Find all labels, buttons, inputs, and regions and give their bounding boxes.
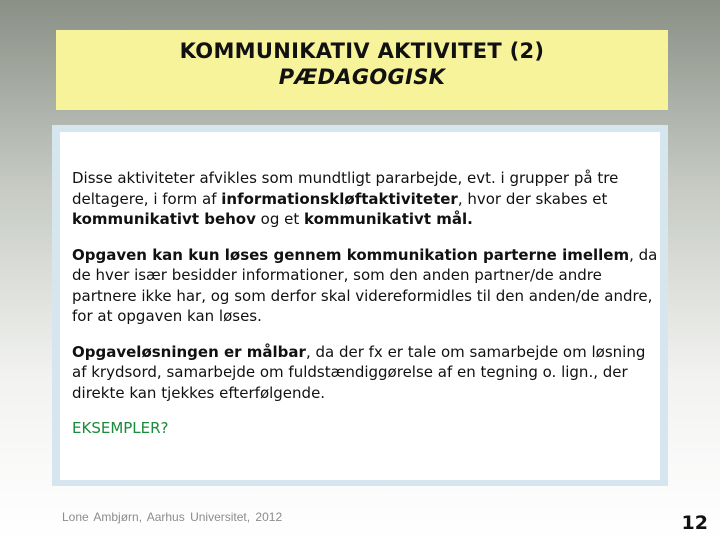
content-paragraphs: [72, 168, 662, 454]
paragraph-2: [72, 245, 662, 327]
p1-text-c: , hvor der skabes et: [457, 189, 608, 208]
footer-credit: Lone Ambjørn, Aarhus Universitet, 2012: [62, 510, 283, 524]
content-box: [60, 132, 660, 480]
p1-text-e: og et: [255, 210, 305, 228]
p1-text-a: Disse aktiviteter afvikles som mundtligt pararbejde, evt. i grupper på tre deltagere, i form af: [72, 169, 619, 208]
paragraph-1: [72, 168, 662, 230]
p2-text-b: , da de hver især besidder informationer, som den anden partner/de andre partnere ikke har, og som derfor skal videreformidles til den anden/de andre, for at opgaven kan løses.: [72, 245, 658, 325]
p1-bold-b: informationskløftaktiviteter: [221, 189, 458, 208]
paragraph-3: [72, 342, 662, 404]
p1-bold-d: kommunikativt behov: [72, 210, 256, 228]
p2-bold-a: Opgaven kan kun løses gennem kommunikation parterne imellem: [72, 245, 630, 264]
p3-bold-a: Opgaveløsningen er målbar: [72, 342, 306, 361]
page-number: 12: [681, 512, 708, 534]
slide-title-box: [56, 30, 668, 110]
p1-bold-f: kommunikativt mål.: [304, 210, 473, 228]
content-frame: [52, 125, 668, 486]
p3-text-b: , da der fx er tale om samarbejde om løsning af krydsord, samarbejde om fuldstændiggørelse af en tegning o. lign., der direkte kan tjekkes efterfølgende.: [72, 342, 646, 402]
slide-subtitle: PÆDAGOGISK: [278, 65, 446, 89]
examples-link: EKSEMPLER?: [72, 419, 169, 437]
slide-title: KOMMUNIKATIV AKTIVITET (2): [179, 39, 545, 63]
